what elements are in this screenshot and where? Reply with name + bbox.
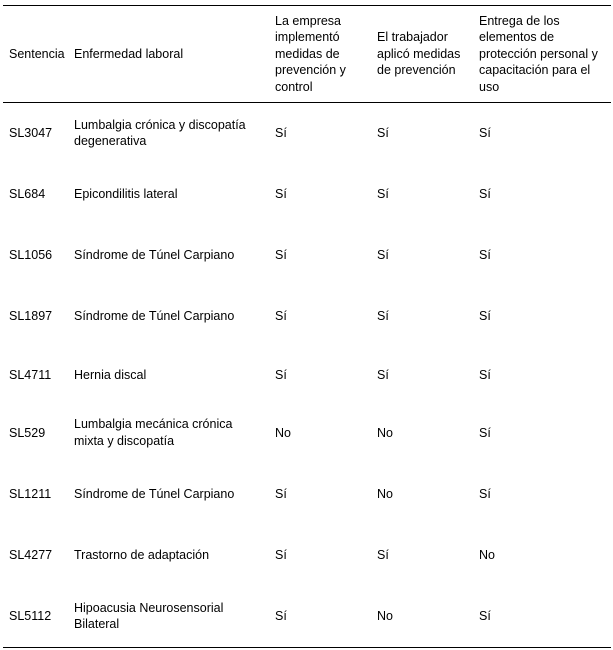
- cell-empresa: Sí: [275, 309, 287, 324]
- cell-enfermedad: Trastorno de adaptación: [74, 547, 210, 562]
- cell-sentencia: SL5112: [3, 586, 68, 647]
- table-row: [3, 164, 611, 225]
- cell-trabajador: Sí: [377, 547, 389, 562]
- cell-enfermedad: Hernia discal: [74, 367, 147, 382]
- cell-entrega: Sí: [479, 187, 491, 202]
- cell-empresa: Sí: [275, 486, 287, 501]
- cell-sentencia: SL1056: [9, 248, 53, 263]
- header-enfermedad: Enfermedad laboral: [68, 6, 269, 103]
- cell-sentencia: SL4277: [9, 547, 53, 562]
- table-row: [3, 103, 611, 164]
- table-row: [3, 225, 611, 286]
- table-row: [3, 286, 611, 347]
- cell-sentencia: SL3047: [9, 126, 53, 141]
- cell-empresa: No: [275, 425, 291, 440]
- header-empresa: La empresa implementó medidas de prevención y control: [269, 6, 371, 103]
- header-trabajador: El trabajador aplicó medidas de prevención: [371, 6, 473, 103]
- cell-entrega: Sí: [479, 309, 491, 324]
- cell-trabajador: Sí: [377, 248, 389, 263]
- cell-trabajador: Sí: [377, 367, 389, 382]
- cell-entrega: Sí: [473, 586, 611, 647]
- table-row: [3, 463, 611, 524]
- cell-entrega: Sí: [479, 486, 491, 501]
- cell-empresa: Sí: [275, 187, 287, 202]
- cell-empresa: Sí: [275, 248, 287, 263]
- cell-trabajador: No: [371, 586, 473, 647]
- cell-enfermedad: Lumbalgia crónica y discopatía degenerativa: [74, 117, 246, 149]
- cell-empresa: Sí: [275, 126, 287, 141]
- cell-sentencia: SL4711: [9, 367, 52, 382]
- cell-entrega: Sí: [479, 425, 491, 440]
- table-row: [3, 402, 611, 463]
- cell-sentencia: SL1897: [9, 309, 53, 324]
- cell-entrega: Sí: [479, 367, 491, 382]
- cell-trabajador: Sí: [377, 187, 389, 202]
- table-body: [3, 103, 611, 648]
- cell-sentencia: SL1211: [9, 486, 52, 501]
- cell-trabajador: Sí: [377, 126, 389, 141]
- cell-enfermedad: Hipoacusia Neurosensorial Bilateral: [68, 586, 269, 647]
- cell-entrega: Sí: [479, 126, 491, 141]
- table-row: [3, 525, 611, 586]
- cell-trabajador: Sí: [377, 309, 389, 324]
- occupational-disease-table: [3, 5, 611, 648]
- cell-enfermedad: Síndrome de Túnel Carpiano: [74, 309, 235, 324]
- table-header: [3, 6, 611, 103]
- cell-enfermedad: Síndrome de Túnel Carpiano: [74, 248, 235, 263]
- cell-trabajador: No: [377, 425, 393, 440]
- cell-empresa: Sí: [269, 586, 371, 647]
- cell-trabajador: No: [377, 486, 393, 501]
- table-row: [3, 586, 611, 647]
- cell-enfermedad: Lumbalgia mecánica crónica mixta y discopatía: [74, 417, 233, 448]
- cell-entrega: Sí: [479, 248, 491, 263]
- cell-empresa: Sí: [275, 367, 287, 382]
- cell-empresa: Sí: [275, 547, 287, 562]
- header-entrega: Entrega de los elementos de protección personal y capacitación para el uso: [473, 6, 611, 103]
- cell-sentencia: SL684: [9, 187, 46, 202]
- cell-enfermedad: Epicondilitis lateral: [74, 187, 178, 202]
- cell-enfermedad: Síndrome de Túnel Carpiano: [74, 486, 235, 501]
- header-sentencia: Sentencia: [3, 6, 68, 103]
- header-row: [3, 6, 611, 103]
- cell-sentencia: SL529: [9, 425, 46, 440]
- table-row: [3, 347, 611, 402]
- cell-entrega: No: [479, 547, 495, 562]
